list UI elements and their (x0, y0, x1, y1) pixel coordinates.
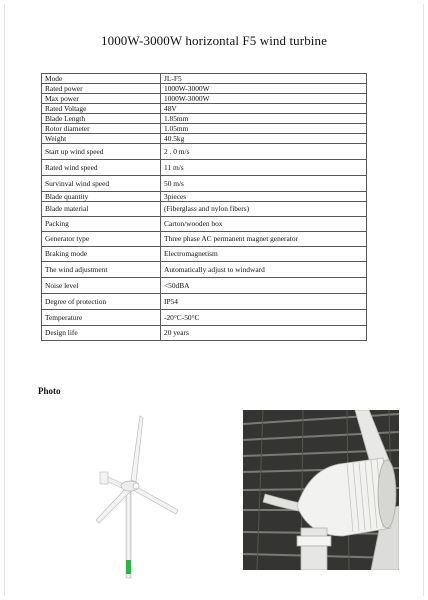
table-row (42, 114, 367, 124)
table-row (42, 192, 367, 202)
spec-key: Max power (42, 94, 161, 104)
spec-value: 3pieces (161, 192, 367, 202)
table-row (42, 247, 367, 262)
spec-key: Rated power (42, 84, 161, 94)
spec-value: 48V (161, 104, 367, 114)
spec-key: Temperature (42, 310, 161, 326)
table-row (42, 160, 367, 176)
table-row (42, 84, 367, 94)
spec-key: Degree of protection (42, 294, 161, 310)
table-row (42, 104, 367, 114)
spec-value: 50 m/s (161, 176, 367, 192)
spec-key: Weight (42, 134, 161, 144)
spec-value: 11 m/s (161, 160, 367, 176)
page-title: 1000W-3000W horizontal F5 wind turbine (101, 33, 327, 48)
spec-key: Mode (42, 74, 161, 84)
spec-key: Blade material (42, 202, 161, 217)
table-row (42, 310, 367, 326)
spec-key: Rotor diameter (42, 124, 161, 134)
table-row (42, 262, 367, 278)
spec-key: Generator type (42, 232, 161, 247)
spec-value: Three phase AC permanent magnet generator (161, 232, 367, 247)
spec-key: Survinval wind speed (42, 176, 161, 192)
table-row (42, 232, 367, 247)
spec-key: Blade quantity (42, 192, 161, 202)
table-row (42, 134, 367, 144)
table-row (42, 278, 367, 294)
spec-key: Design life (42, 326, 161, 341)
spec-value: Electromagnetism (161, 247, 367, 262)
spec-value: 40.5kg (161, 134, 367, 144)
spec-value: 1.85mm (161, 114, 367, 124)
spec-value: Automatically adjust to windward (161, 262, 367, 278)
table-row (42, 124, 367, 134)
spec-value: 1000W-3000W (161, 94, 367, 104)
table-row (42, 217, 367, 232)
spec-key: Rated wind speed (42, 160, 161, 176)
table-row (42, 202, 367, 217)
spec-value: JL-F5 (161, 74, 367, 84)
spec-key: Start up wind speed (42, 144, 161, 160)
table-row (42, 144, 367, 160)
generator-closeup-photo (243, 410, 399, 570)
photo-heading: Photo (38, 386, 61, 396)
spec-value: IP54 (161, 294, 367, 310)
spec-key: Rated Voltage (42, 104, 161, 114)
spec-value: 1000W-3000W (161, 84, 367, 94)
table-row (42, 176, 367, 192)
spec-table (41, 73, 367, 341)
spec-key: Braking mode (42, 247, 161, 262)
spec-key: Packing (42, 217, 161, 232)
table-row (42, 74, 367, 84)
spec-value: -20°C-50°C (161, 310, 367, 326)
spec-value: Carton/wooden box (161, 217, 367, 232)
spec-value: <50dBA (161, 278, 367, 294)
spec-value: 2 . 0 m/s (161, 144, 367, 160)
table-row (42, 326, 367, 341)
table-row (42, 94, 367, 104)
table-row (42, 294, 367, 310)
spec-key: The wind adjustment (42, 262, 161, 278)
spec-key: Blade Length (42, 114, 161, 124)
spec-value: 20 years (161, 326, 367, 341)
spec-value: 1.05mm (161, 124, 367, 134)
wind-turbine-photo (86, 410, 190, 580)
spec-value: (Fiberglass and nylon fibers) (161, 202, 367, 217)
spec-key: Noise level (42, 278, 161, 294)
